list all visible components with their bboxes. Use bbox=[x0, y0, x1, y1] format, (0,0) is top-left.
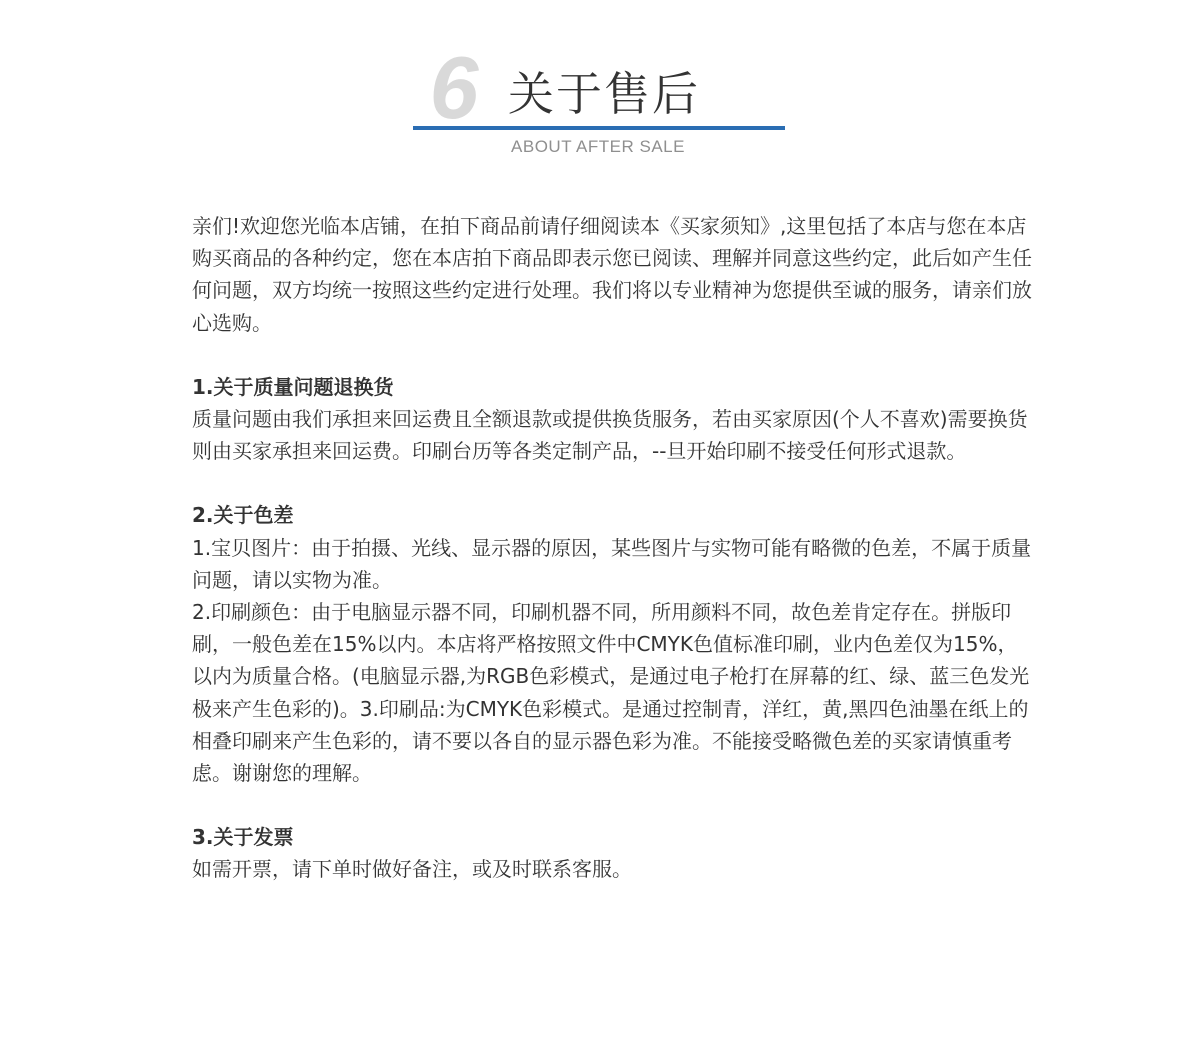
section-quality bbox=[192, 371, 1032, 468]
section-paragraph: 质量问题由我们承担来回运费且全额退款或提供换货服务，若由买家原因(个人不喜欢)需要换货则由买家承担来回运费。印刷台历等各类定制产品，--旦开始印刷不接受任何形式退款。 bbox=[192, 407, 1028, 464]
section-title: 1.关于质量问题退换货 bbox=[192, 374, 394, 399]
section-paragraph: 如需开票，请下单时做好备注，或及时联系客服。 bbox=[192, 857, 632, 882]
section-number: 6 bbox=[429, 52, 479, 124]
section-title: 3.关于发票 bbox=[192, 825, 294, 850]
section-header bbox=[0, 0, 1196, 170]
section-paragraph: 2.印刷颜色：由于电脑显示器不同，印刷机器不同，所用颜料不同，故色差肯定存在。拼版印刷，一般色差在15%以内。本店将严格按照文件中CMYK色值标准印刷，业内色差仅为15%，以内为质量合格。(电脑显示器,为RGB色彩模式，是通过电子枪打在屏幕的红、绿、蓝三色发光极来产生色彩的)。3.印刷品:为CMYK色彩模式。是通过控制青，洋红，黄,黑四色油墨在纸上的相叠印刷来产生色彩的，请不要以各自的显示器色彩为准。不能接受略微色差的买家请慎重考虑。谢谢您的理解。 bbox=[192, 600, 1030, 786]
intro-paragraph: 亲们!欢迎您光临本店铺，在拍下商品前请仔细阅读本《买家须知》,这里包括了本店与您在本店购买商品的各种约定，您在本店拍下商品即表示您已阅读、理解并同意这些约定，此后如产生任何问题，双方均统一按照这些约定进行处理。我们将以专业精神为您提供至诚的服务，请亲们放心选购。 bbox=[192, 214, 1032, 335]
section-paragraph: 1.宝贝图片：由于拍摄、光线、显示器的原因，某些图片与实物可能有略微的色差，不属于质量问题，请以实物为准。 bbox=[192, 535, 1032, 592]
section-title: 2.关于色差 bbox=[192, 503, 294, 528]
title-underline bbox=[413, 126, 785, 130]
page-subtitle: ABOUT AFTER SALE bbox=[511, 137, 685, 156]
spacer bbox=[192, 467, 1032, 499]
spacer bbox=[192, 789, 1032, 821]
after-sale-content bbox=[192, 210, 1032, 886]
page-title: 关于售后 bbox=[508, 67, 700, 121]
section-color-difference bbox=[192, 499, 1032, 789]
section-invoice bbox=[192, 821, 1032, 885]
spacer bbox=[192, 339, 1032, 371]
section-number-6-icon bbox=[418, 52, 488, 124]
